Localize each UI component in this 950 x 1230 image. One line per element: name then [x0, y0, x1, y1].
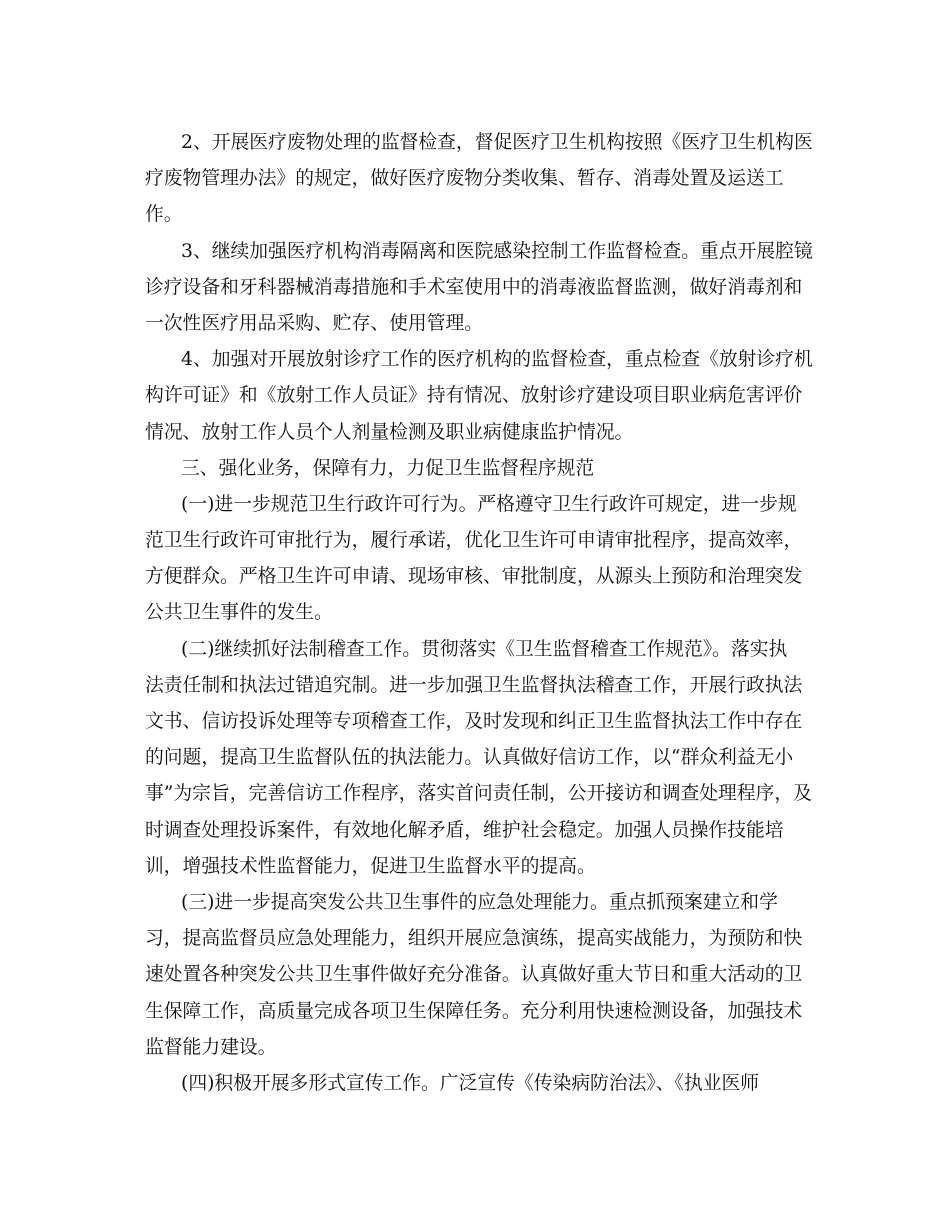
paragraph	[145, 125, 825, 234]
text-line: 情况、放射工作人员个人剂量检测及职业病健康监护情况。	[145, 421, 634, 443]
text-line: 诊疗设备和牙科器械消毒措施和手术室使用中的消毒液监督监测，做好消毒剂和	[145, 276, 803, 298]
text-line: 范卫生行政许可审批行为，履行承诺，优化卫生许可申请审批程序，提高效率，	[145, 530, 803, 552]
text-line: 速处置各种突发公共卫生事件做好充分准备。认真做好重大节日和重大活动的卫	[145, 964, 803, 986]
paragraph	[145, 487, 825, 632]
paragraph	[145, 1066, 825, 1102]
text-line: 公共卫生事件的发生。	[145, 602, 333, 624]
text-line: 方便群众。严格卫生许可申请、现场审核、审批制度，从源头上预防和治理突发	[145, 566, 803, 588]
paragraph	[145, 885, 825, 1066]
text-line: 作。	[145, 204, 183, 226]
paragraph	[145, 451, 825, 487]
text-line: 疗废物管理办法》的规定，做好医疗废物分类收集、暂存、消毒处置及运送工	[145, 168, 784, 190]
text-line: 习，提高监督员应急处理能力，组织开展应急演练，提高实战能力，为预防和快	[145, 928, 803, 950]
text-line: 构许可证》和《放射工作人员证》持有情况、放射诊疗建设项目职业病危害评价	[145, 385, 803, 407]
text-line: (四)积极开展多形式宣传工作。广泛宣传《传染病防治法》、《执业医师	[181, 1072, 760, 1094]
paragraph	[145, 234, 825, 343]
text-line: 一次性医疗用品采购、贮存、使用管理。	[145, 312, 484, 334]
paragraph	[145, 632, 825, 885]
text-line: 事”为宗旨，完善信访工作程序，落实首问责任制，公开接访和调查处理程序，及	[145, 783, 812, 805]
text-line: 2、开展医疗废物处理的监督检查，督促医疗卫生机构按照《医疗卫生机构医	[181, 132, 813, 153]
text-line: (二)继续抓好法制稽查工作。贯彻落实《卫生监督稽查工作规范》。落实执	[181, 638, 788, 660]
text-line: (三)进一步提高突发公共卫生事件的应急处理能力。重点抓预案建立和学	[181, 891, 778, 913]
text-line: 法责任制和执法过错追究制。进一步加强卫生监督执法稽查工作，开展行政执法	[145, 674, 803, 696]
text-line: (一)进一步规范卫生行政许可行为。严格遵守卫生行政许可规定，进一步规	[181, 493, 797, 515]
text-line: 三、强化业务，保障有力，力促卫生监督程序规范	[181, 457, 595, 479]
text-line: 训，增强技术性监督能力，促进卫生监督水平的提高。	[145, 855, 596, 877]
text-line: 文书、信访投诉处理等专项稽查工作，及时发现和纠正卫生监督执法工作中存在	[145, 711, 803, 732]
text-line: 4、加强对开展放射诊疗工作的医疗机构的监督检查，重点检查《放射诊疗机	[181, 349, 813, 371]
document-body	[145, 125, 825, 1102]
text-line: 时调查处理投诉案件，有效地化解矛盾，维护社会稳定。加强人员操作技能培	[145, 819, 784, 841]
text-line: 3、继续加强医疗机构消毒隔离和医院感染控制工作监督检查。重点开展腔镜	[181, 240, 813, 262]
text-line: 的问题，提高卫生监督队伍的执法能力。认真做好信访工作，以“群众利益无小	[145, 747, 794, 769]
paragraph	[145, 342, 825, 451]
text-line: 监督能力建设。	[145, 1036, 277, 1058]
text-line: 生保障工作，高质量完成各项卫生保障任务。充分利用快速检测设备，加强技术	[145, 1000, 803, 1022]
